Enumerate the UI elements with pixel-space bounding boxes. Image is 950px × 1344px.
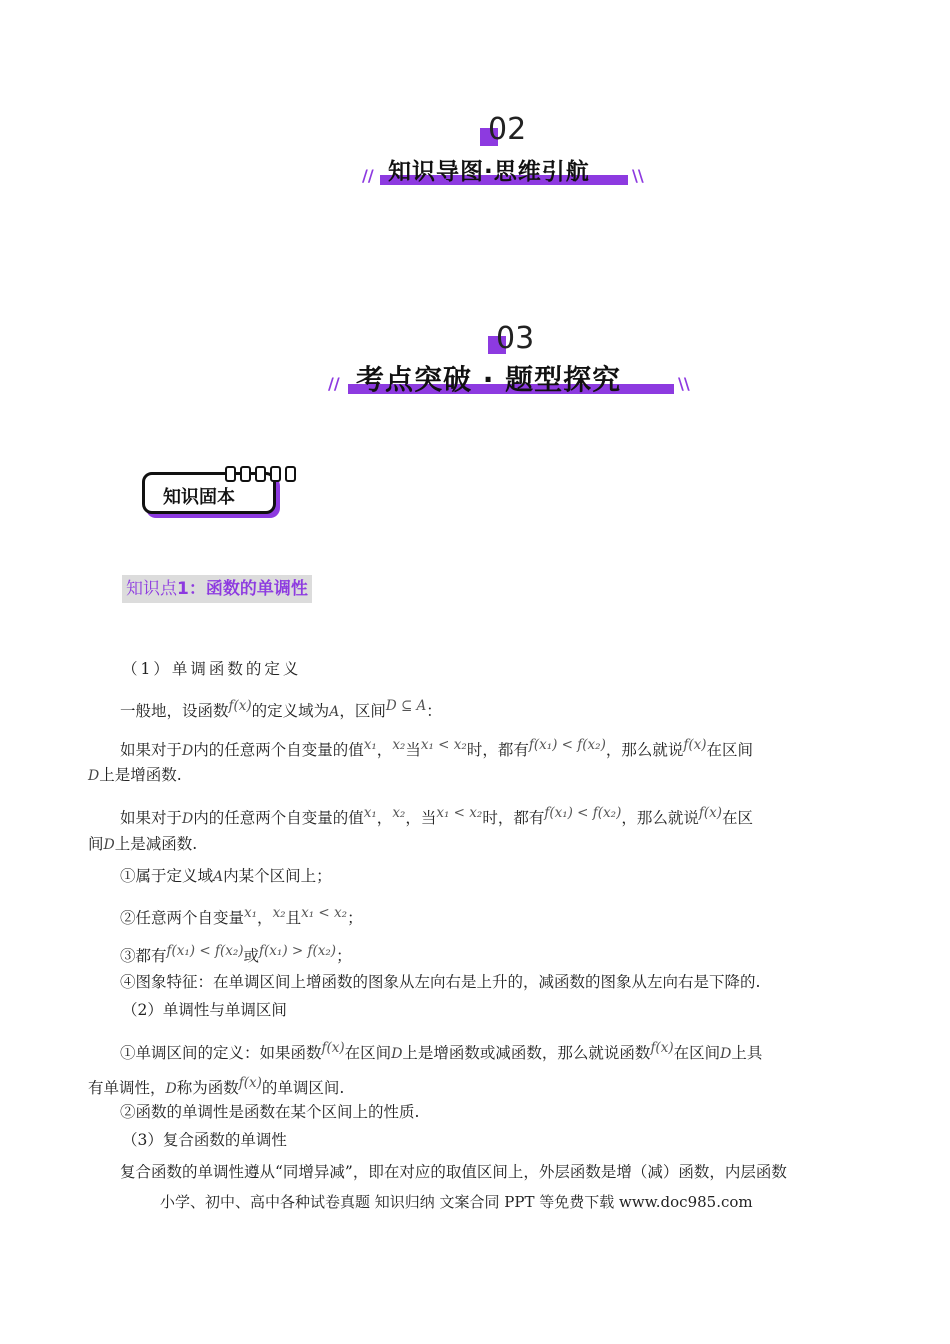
heading-1: （1）单调函数的定义	[122, 660, 302, 678]
paragraph-decreasing-2: 间D上是减函数.	[88, 835, 198, 853]
kp-title: 1：函数的单调性	[177, 579, 308, 599]
knowledge-badge	[142, 472, 276, 514]
page-footer: 小学、初中、高中各种试卷真题 知识归纳 文案合同 PPT 等免费下载 www.doc985.com	[160, 1193, 753, 1211]
paragraph-decreasing-1: 如果对于D内的任意两个自变量的值x₁，x₂，当x₁ < x₂时，都有f(x₁) < f(x₂)，那么就说f(x)在区	[120, 805, 754, 827]
composite-paragraph: 复合函数的单调性遵从“同增异减”，即在对应的取值区间上，外层函数是增（减）函数，内层函数	[120, 1163, 787, 1181]
knowledge-point-heading	[122, 575, 312, 603]
binder-rings-icon	[225, 466, 296, 482]
section-03-number: 03	[496, 321, 535, 356]
badge-label: 知识固本	[163, 487, 235, 508]
section-03-left-slash: //	[328, 374, 340, 393]
paragraph-domain: 一般地，设函数f(x)的定义域为A，区间D ⊆ A：	[120, 698, 442, 720]
point-2: ②任意两个自变量x₁，x₂且x₁ < x₂；	[120, 905, 363, 927]
point-3: ③都有f(x₁) < f(x₂)或f(x₁) > f(x₂)；	[120, 943, 352, 965]
heading-3: （3）复合函数的单调性	[122, 1131, 287, 1149]
interval-definition-1: ①单调区间的定义：如果函数f(x)在区间D上是增函数或减函数，那么就说函数f(x)在区间D上具	[120, 1040, 763, 1062]
section-02-title: 知识导图·思维引航	[388, 159, 590, 185]
kp-lead: 知识点	[126, 579, 177, 599]
point-4: ④图象特征：在单调区间上增函数的图象从左向右是上升的，减函数的图象从左向右是下降的.	[120, 973, 761, 991]
heading-2: （2）单调性与单调区间	[122, 1001, 287, 1019]
section-03-right-slash: \\	[678, 374, 690, 393]
interval-property: ②函数的单调性是函数在某个区间上的性质.	[120, 1103, 420, 1121]
point-1: ①属于定义域A内某个区间上；	[120, 867, 332, 885]
section-02-number: 02	[488, 112, 527, 147]
paragraph-increasing-1: 如果对于D内的任意两个自变量的值x₁，x₂当x₁ < x₂时，都有f(x₁) < f(x₂)，那么就说f(x)在区间	[120, 737, 754, 759]
section-02-right-slash: \\	[632, 166, 644, 185]
section-03-title: 考点突破 · 题型探究	[356, 363, 622, 396]
interval-definition-2: 有单调性，D称为函数f(x)的单调区间.	[88, 1075, 345, 1097]
section-02-left-slash: //	[362, 166, 374, 185]
paragraph-increasing-2: D上是增函数.	[88, 766, 182, 784]
